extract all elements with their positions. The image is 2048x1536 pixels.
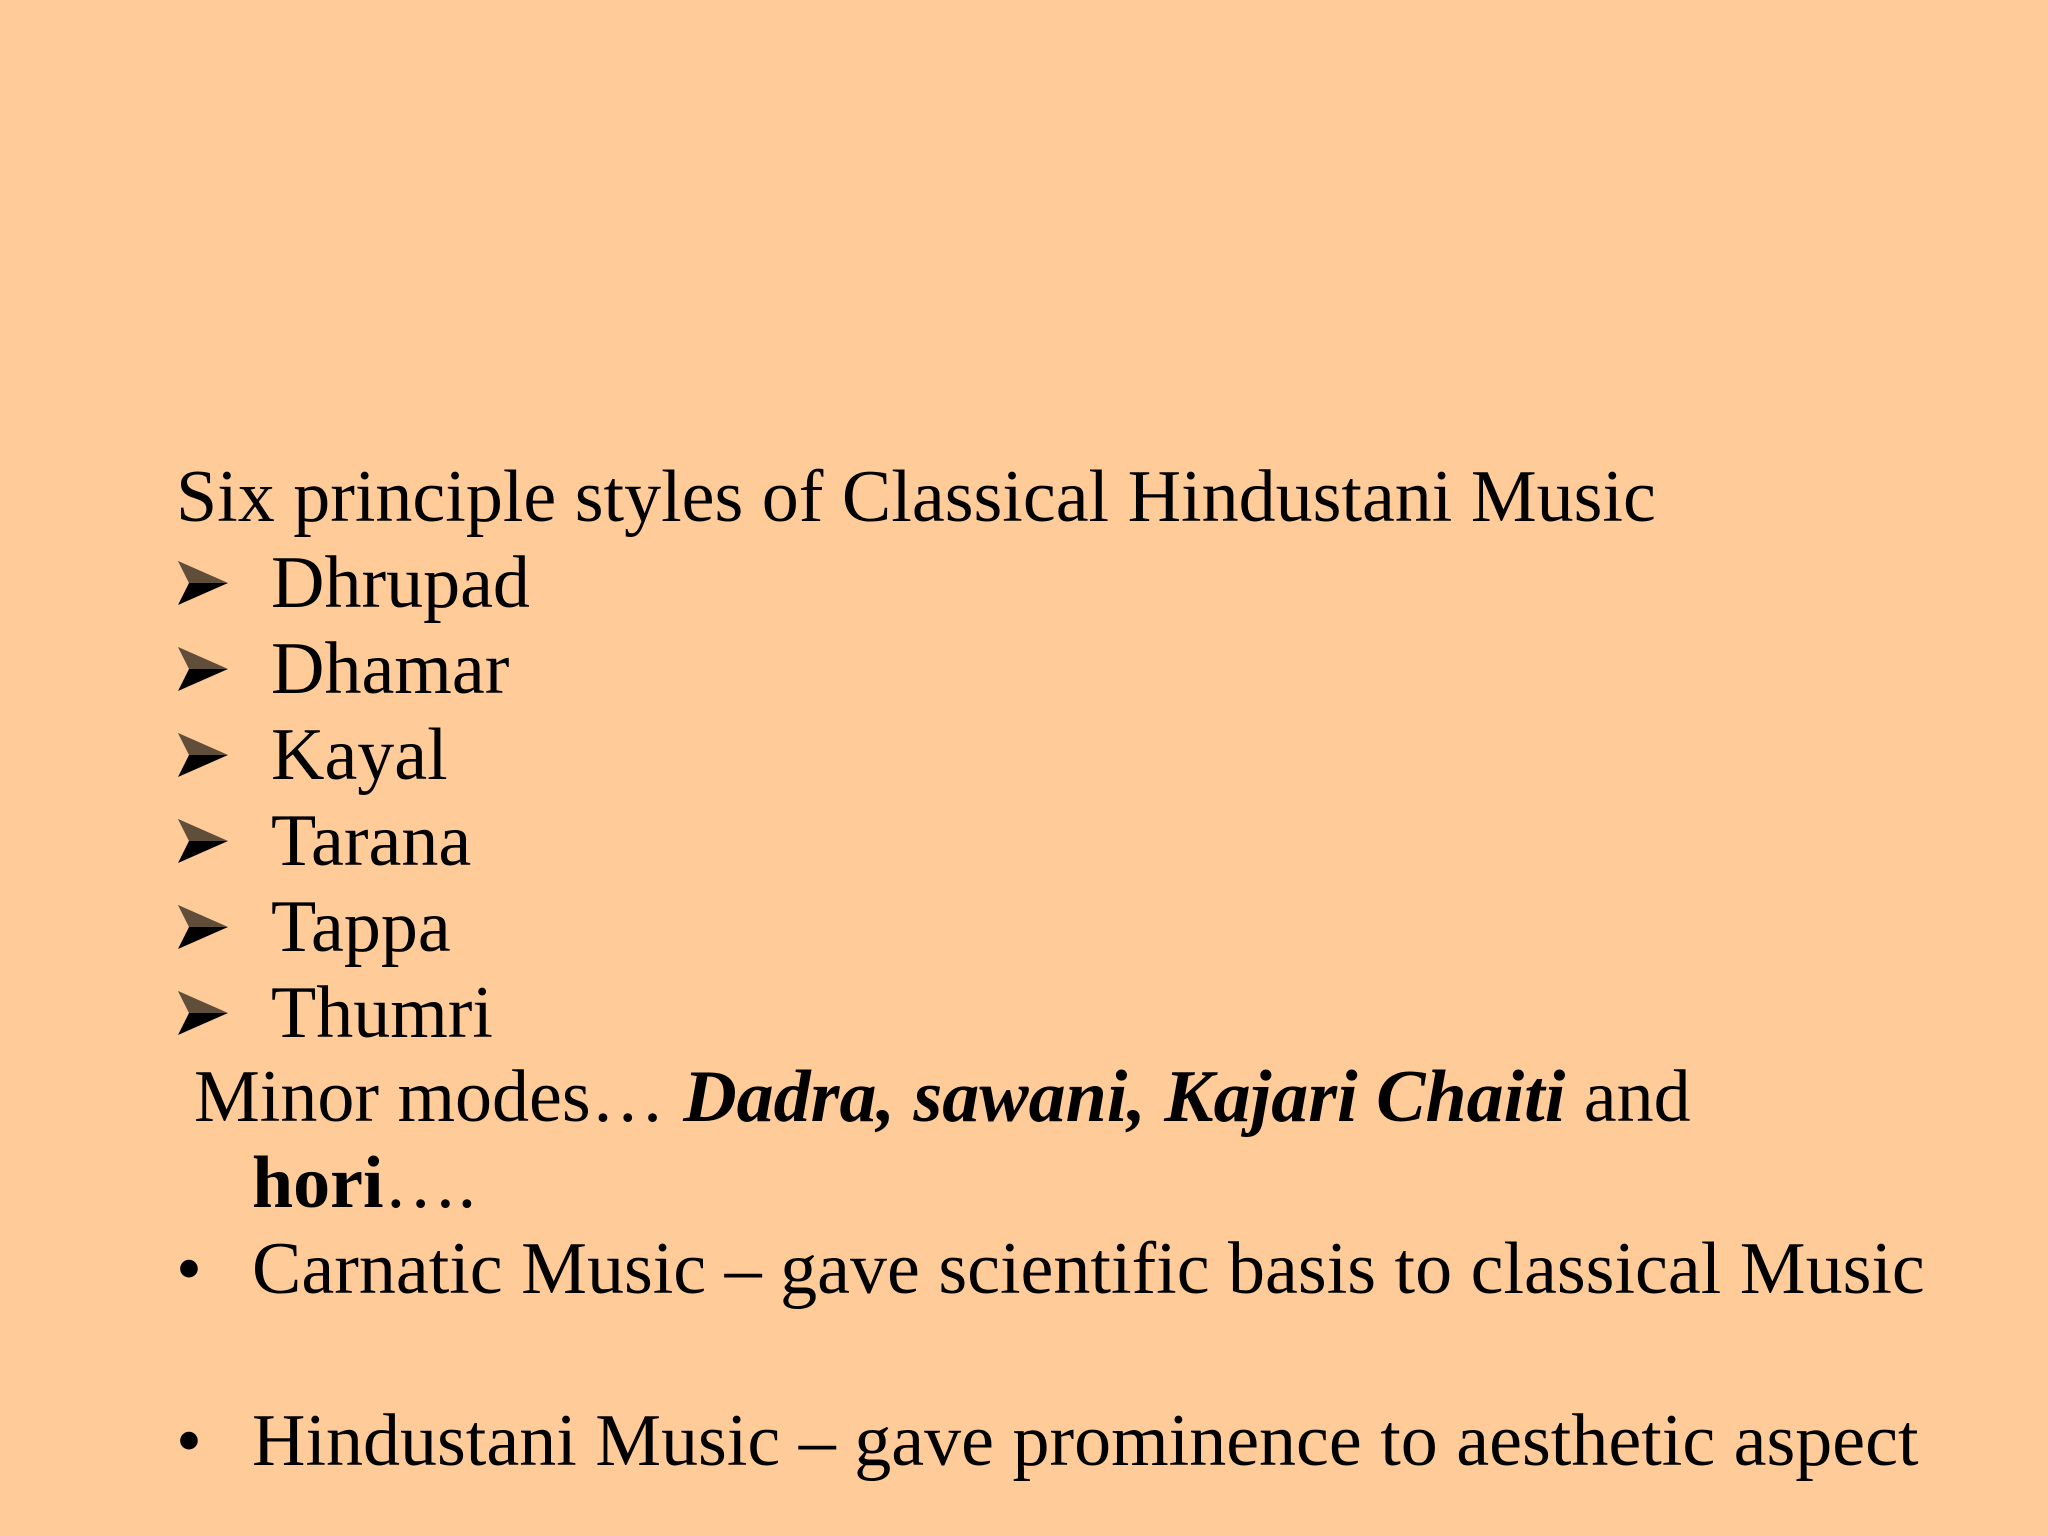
carnatic-point-text: Carnatic Music – gave scientific basis to classical Music (252, 1228, 1925, 1310)
arrow-bullet-icon (176, 731, 230, 779)
style-item-label: Thumri (271, 972, 493, 1054)
arrow-bullet-icon (176, 817, 230, 865)
style-item-label: Dhamar (271, 628, 510, 710)
minor-modes-last: hori (252, 1142, 384, 1224)
style-item-label: Kayal (271, 714, 448, 796)
style-item-label: Tappa (271, 886, 451, 968)
arrow-bullet-icon (176, 559, 230, 607)
minor-modes-line (194, 1054, 1691, 1140)
minor-modes-conjunction: and (1565, 1056, 1691, 1138)
arrow-bullet-icon (176, 903, 230, 951)
bullet-dot: • (176, 1400, 202, 1482)
hindustani-point-text: Hindustani Music – gave prominence to aesthetic aspect (252, 1400, 1919, 1482)
minor-modes-prefix: Minor modes… (194, 1056, 684, 1138)
arrow-bullet-icon (176, 989, 230, 1037)
arrow-bullet-icon (176, 645, 230, 693)
minor-modes-continuation (252, 1140, 476, 1226)
style-item-label: Dhrupad (271, 542, 530, 624)
slide-heading: Six principle styles of Classical Hindustani Music (176, 456, 1656, 538)
minor-modes-suffix: …. (383, 1142, 477, 1224)
carnatic-point (176, 1226, 1956, 1398)
bullet-dot: • (176, 1228, 202, 1310)
hindustani-point (176, 1398, 1956, 1536)
minor-modes-list: Dadra, sawani, Kajari Chaiti (683, 1056, 1566, 1138)
style-item-label: Tarana (271, 800, 472, 882)
